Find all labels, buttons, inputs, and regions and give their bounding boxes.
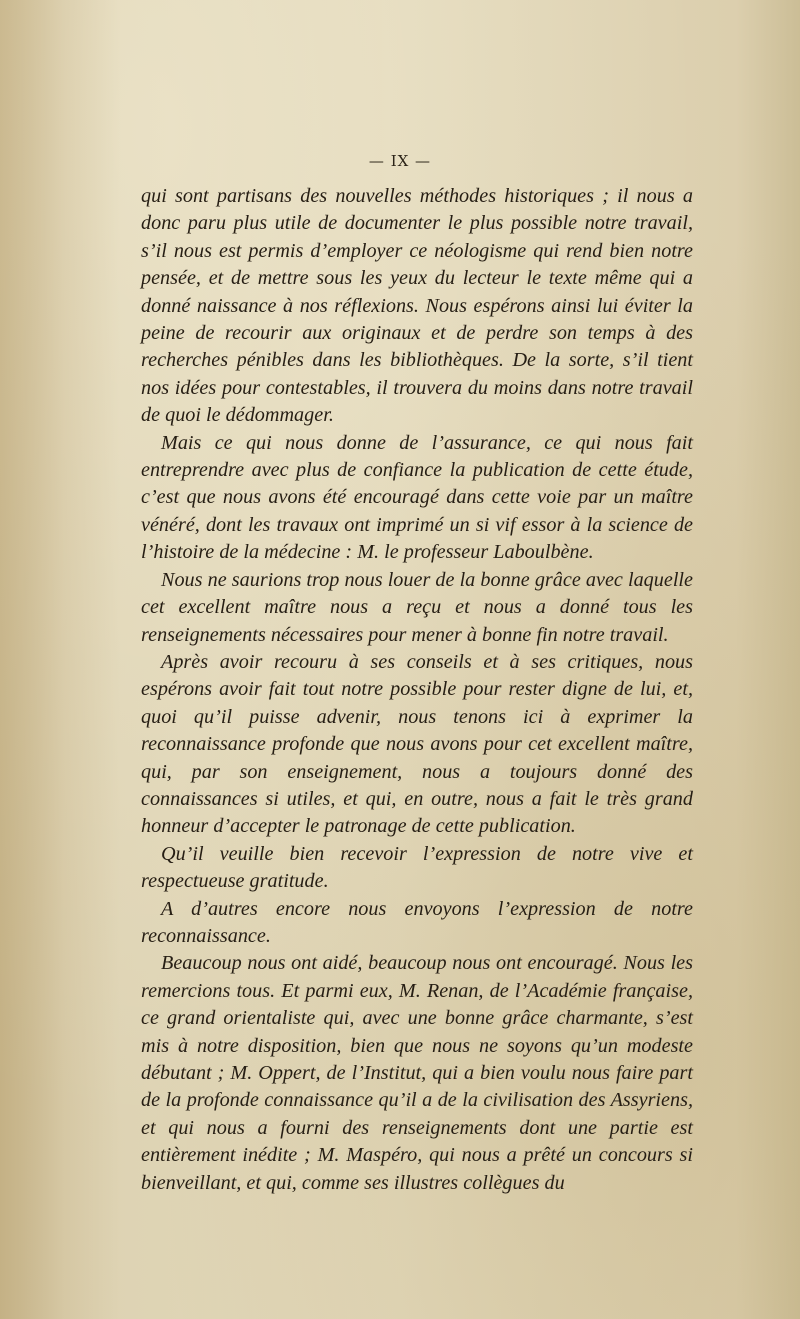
page-number: — IX — xyxy=(368,152,432,170)
paragraph: qui sont partisans des nouvelles méthodes historiques ; il nous a donc paru plus utile de documenter le plus possible notre travail, s’il nous est permis d’employer ce néologisme qui rend bien notre pensée, et de mettre sous les yeux du lecteur le texte même qui a donné naissance à nos réflexions. Nous espérons ainsi lui éviter la peine de recourir aux originaux et de perdre son temps à des recherches pénibles dans les bibliothèques. De la sorte, s’il tient nos idées pour contestables, il trouvera du moins dans notre travail de quoi le dédommager. xyxy=(141,185,693,427)
paragraph: Mais ce qui nous donne de l’assurance, ce qui nous fait entreprendre avec plus de confiance la publication de cette étude, c’est que nous avons été encouragé dans cette voie par un maître vénéré, dont les travaux ont imprimé un si vif essor à la science de l’histoire de la médecine : M. le professeur Laboulbène. xyxy=(141,431,693,564)
paragraph: Beaucoup nous ont aidé, beaucoup nous ont encouragé. Nous les remercions tous. Et parmi eux, M. Renan, de l’Académie française, ce grand orientaliste qui, avec une bonne grâce charmante, s’est mis à notre disposition, bien que nous ne soyons qu’un modeste débutant ; M. Oppert, de l’Institut, qui a bien voulu nous faire part de la profonde connaissance qu’il a de la civilisation des Assyriens, et qui nous a fourni des renseignements dont une partie est entièrement inédite ; M. Maspéro, qui nous a prêté un concours si bienveillant, et qui, comme ses illustres collègues du xyxy=(141,952,693,1194)
body-text xyxy=(141,183,693,1197)
paragraph: Nous ne saurions trop nous louer de la bonne grâce avec laquelle cet excellent maître nous a reçu et nous a donné tous les renseignements nécessaires pour mener à bonne fin notre travail. xyxy=(141,568,693,646)
paragraph: Après avoir recouru à ses conseils et à ses critiques, nous espérons avoir fait tout notre possible pour rester digne de lui, et, quoi qu’il puisse advenir, nous tenons ici à exprimer la reconnaissance profonde que nous avons pour cet excellent maître, qui, par son enseignement, nous a toujours donné des connaissances si utiles, et qui, en outre, nous a fait le très grand honneur d’accepter le patronage de cette publication. xyxy=(141,650,693,838)
paper-stain xyxy=(0,0,120,1319)
paragraph: Qu’il veuille bien recevoir l’expression de notre vive et respectueuse gratitude. xyxy=(141,842,693,893)
paragraph: A d’autres encore nous envoyons l’expression de notre reconnaissance. xyxy=(141,897,693,947)
